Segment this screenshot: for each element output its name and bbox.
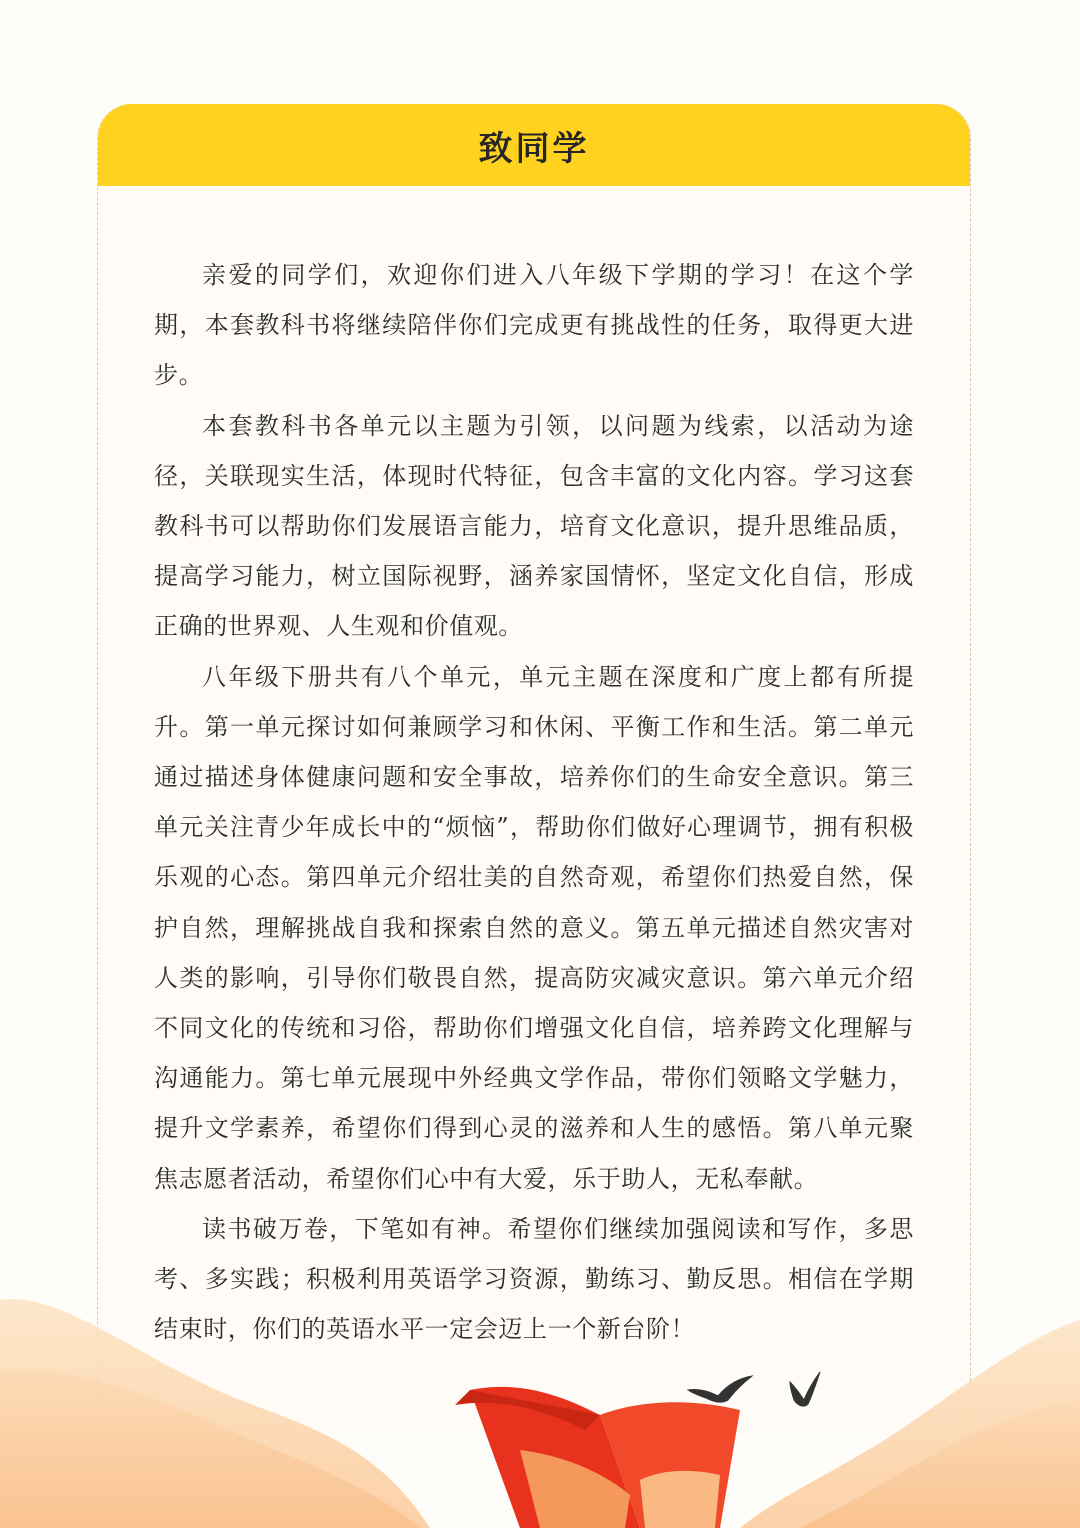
paragraph: 八年级下册共有八个单元，单元主题在深度和广度上都有所提升。第一单元探讨如何兼顾学习和休闲、平衡工作和生活。第二单元通过描述身体健康问题和安全事故，培养你们的生命安全意识。第三单元关注青少年成长中的“烦恼”，帮助你们做好心理调节，拥有积极乐观的心态。第四单元介绍壮美的自然奇观，希望你们热爱自然，保护自然，理解挑战自我和探索自然的意义。第五单元描述自然灾害对人类的影响，引导你们敬畏自然，提高防灾减灾意识。第六单元介绍不同文化的传统和习俗，帮助你们增强文化自信，培养跨文化理解与沟通能力。第七单元展现中外经典文学作品，带你们领略文学魅力，提升文学素养，希望你们得到心灵的滋养和人生的感悟。第八单元聚焦志愿者活动，希望你们心中有大爱，乐于助人，无私奉献。	[154, 662, 914, 1193]
title-banner	[98, 104, 970, 186]
bird-icon	[688, 1372, 820, 1406]
paragraph: 亲爱的同学们，欢迎你们进入八年级下学期的学习！在这个学期，本套教科书将继续陪伴你们完成更有挑战性的任务，取得更大进步。	[154, 261, 914, 390]
page-title: 致同学	[478, 128, 590, 169]
paragraph: 本套教科书各单元以主题为引领，以问题为线索，以活动为途径，关联现实生活，体现时代特征，包含丰富的文化内容。学习这套教科书可以帮助你们发展语言能力，培育文化意识，提升思维品质，提高学习能力，树立国际视野，涵养家国情怀，坚定文化自信，形成正确的世界观、人生观和价值观。	[154, 411, 914, 641]
open-book-icon	[455, 1387, 740, 1528]
paragraph: 读书破万卷，下笔如有神。希望你们继续加强阅读和写作，多思考、多实践；积极利用英语学习资源，勤练习、勤反思。相信在学期结束时，你们的英语水平一定会迈上一个新台阶！	[154, 1214, 914, 1344]
letter-body	[154, 250, 914, 1354]
bottom-decoration	[0, 1280, 1080, 1528]
letter-card	[97, 104, 971, 1434]
